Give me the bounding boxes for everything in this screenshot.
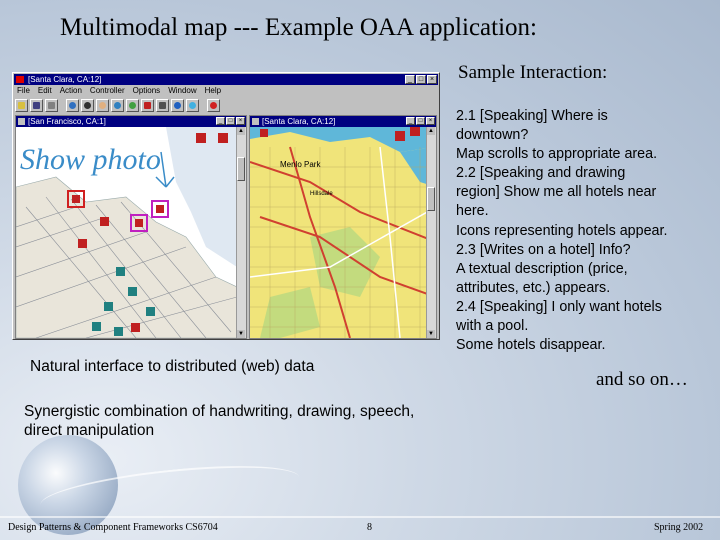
menu-file[interactable]: File [17, 86, 30, 95]
hotel-icon[interactable] [114, 327, 123, 336]
camera-icon[interactable] [156, 99, 169, 112]
hotel-icon[interactable] [410, 127, 420, 136]
interaction-line: A textual description (price, [456, 260, 628, 277]
speak-icon[interactable] [126, 99, 139, 112]
pane-system-icon[interactable] [18, 118, 25, 125]
info-icon[interactable] [171, 99, 184, 112]
san-francisco-map-pane[interactable] [15, 115, 247, 339]
natural-interface-text: Natural interface to distributed (web) data [30, 358, 315, 375]
interaction-line: downtown? [456, 127, 529, 144]
scroll-thumb[interactable] [427, 187, 435, 211]
interaction-line: 2.4 [Speaking] I only want hotels [456, 298, 662, 315]
interaction-line: with a pool. [456, 318, 529, 335]
interaction-line: Some hotels disappear. [456, 337, 606, 354]
synergy-text: Synergistic combination of handwriting, drawing, speech, direct manipulation [24, 403, 415, 439]
save-icon[interactable] [30, 99, 43, 112]
menu-action[interactable]: Action [59, 86, 82, 95]
pool-icon[interactable] [186, 99, 199, 112]
interaction-line: attributes, etc.) appears. [456, 279, 611, 296]
interaction-line: 2.2 [Speaking and drawing [456, 165, 626, 182]
sample-interaction-text [456, 107, 716, 355]
app-window-title: [Santa Clara, CA:12] [28, 75, 102, 84]
right-pane-title: [Santa Clara, CA:12] [262, 117, 336, 126]
sample-interaction-heading: Sample Interaction: [458, 62, 608, 83]
interaction-line: Map scrolls to appropriate area. [456, 146, 658, 163]
right-pane-titlebar[interactable] [250, 116, 436, 127]
pane-maximize-button[interactable]: □ [416, 117, 425, 125]
right-pane-controls [406, 117, 435, 125]
pane-minimize-button[interactable]: _ [216, 117, 225, 125]
hotel-icon[interactable] [92, 322, 101, 331]
hotel-icon[interactable] [141, 99, 154, 112]
san-francisco-map[interactable] [16, 127, 237, 338]
menu-help[interactable]: Help [204, 86, 222, 95]
map-label-menlo-park: Menlo Park [280, 160, 321, 169]
hotel-icon[interactable] [78, 239, 87, 248]
app-titlebar[interactable] [14, 74, 438, 85]
window-controls [405, 75, 437, 84]
hand-icon[interactable] [96, 99, 109, 112]
scroll-up-arrow[interactable]: ▲ [238, 128, 244, 134]
menu-edit[interactable]: Edit [37, 86, 52, 95]
handwritten-show-photo: Show photo [20, 143, 161, 176]
stop-icon[interactable] [207, 99, 220, 112]
app-system-icon[interactable] [16, 76, 24, 83]
pane-maximize-button[interactable]: □ [226, 117, 235, 125]
scroll-up-arrow[interactable]: ▲ [428, 128, 434, 134]
pane-close-button[interactable]: × [236, 117, 245, 125]
print-icon[interactable] [45, 99, 58, 112]
hotel-icon[interactable] [260, 129, 268, 137]
globe-icon[interactable] [111, 99, 124, 112]
zoom-icon[interactable] [66, 99, 79, 112]
scroll-down-arrow[interactable]: ▼ [238, 331, 244, 337]
open-icon[interactable] [15, 99, 28, 112]
toolbar [15, 97, 220, 113]
left-pane-title: [San Francisco, CA:1] [28, 117, 106, 126]
hotel-icon[interactable] [146, 307, 155, 316]
hotel-icon[interactable] [395, 131, 405, 141]
minimize-button[interactable]: _ [405, 75, 415, 84]
menu-controller[interactable]: Controller [89, 86, 125, 95]
left-pane-titlebar[interactable] [16, 116, 246, 127]
left-pane-scrollbar[interactable] [236, 127, 246, 338]
slide-title: Multimodal map --- Example OAA application: [60, 14, 537, 41]
maximize-button[interactable]: □ [416, 75, 426, 84]
left-pane-controls [216, 117, 245, 125]
pane-close-button[interactable]: × [426, 117, 435, 125]
scroll-thumb[interactable] [237, 157, 245, 181]
footer-page-number: 8 [367, 522, 372, 533]
footer-divider [0, 516, 720, 518]
menu-bar [15, 86, 221, 96]
interaction-line: 2.1 [Speaking] Where is [456, 108, 608, 124]
hotel-icon[interactable] [116, 267, 125, 276]
hotel-icon[interactable] [131, 323, 140, 332]
interaction-line: region] Show me all hotels near [456, 184, 657, 201]
close-button[interactable]: × [427, 75, 437, 84]
map-label-hillsdale: Hillsdale [310, 191, 333, 197]
interaction-line: here. [456, 203, 489, 220]
pane-system-icon[interactable] [252, 118, 259, 125]
footer-term: Spring 2002 [654, 522, 704, 533]
scroll-down-arrow[interactable]: ▼ [428, 331, 434, 337]
pane-minimize-button[interactable]: _ [406, 117, 415, 125]
map-application-window[interactable] [12, 72, 440, 340]
footer-course: Design Patterns & Component Frameworks CS6704 [8, 522, 218, 533]
hotel-icon[interactable] [196, 133, 206, 143]
menu-window[interactable]: Window [168, 86, 197, 95]
santa-clara-map[interactable] [250, 127, 436, 338]
hotel-icon[interactable] [218, 133, 228, 143]
hotel-icon[interactable] [100, 217, 109, 226]
menu-options[interactable]: Options [132, 86, 161, 95]
pen-icon[interactable] [81, 99, 94, 112]
interaction-line: Icons representing hotels appear. [456, 222, 668, 239]
right-pane-scrollbar[interactable] [426, 127, 436, 338]
and-so-on-text: and so on… [596, 369, 688, 390]
santa-clara-map-pane[interactable] [249, 115, 437, 339]
hotel-icon[interactable] [104, 302, 113, 311]
hotel-icon[interactable] [128, 287, 137, 296]
interaction-line: 2.3 [Writes on a hotel] Info? [456, 241, 631, 258]
